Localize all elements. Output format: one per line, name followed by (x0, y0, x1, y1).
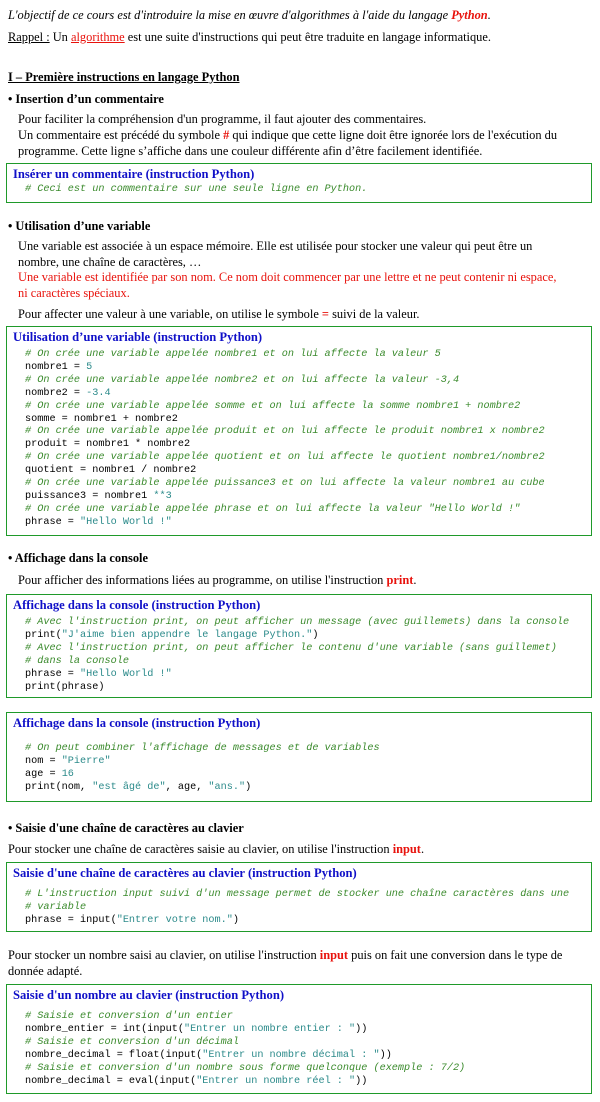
code-text: print(nom, (25, 781, 93, 793)
variable-rule-1: Une variable est identifiée par son nom. Ce nom doit commencer par une lettre et ne peut contenir ni espace, (18, 270, 557, 284)
code-comment: # On peut combiner l'affichage de messages et de variables (25, 743, 380, 754)
rappel-line (8, 30, 491, 45)
code-text: age = (25, 768, 62, 780)
input-keyword-2: input (319, 948, 349, 962)
print-box1-title: Affichage dans la console (instruction Python) (13, 598, 261, 612)
code-literal: "J'aime bien appendre le langage Python." (61, 629, 313, 641)
print-code-box-1 (6, 594, 592, 698)
variable-p3 (18, 307, 419, 322)
code-literal: "Entrer votre nom." (116, 914, 233, 926)
code-comment: # On crée une variable appelée nombre1 et on lui affecte la valeur 5 (25, 349, 441, 360)
print-p1-pre: Pour afficher des informations liées au programme, on utilise l'instruction (18, 573, 387, 587)
print-code-box-2 (6, 712, 592, 802)
code-literal: "Entrer un nombre réel : " (196, 1075, 356, 1087)
comment-hash-symbol: # (223, 128, 230, 142)
code-comment: # dans la console (25, 655, 129, 667)
rappel-post: est une suite d'instructions qui peut être traduite en langage informatique. (124, 30, 491, 44)
code-comment: # L'instruction input suivi d'un message permet de stocker une chaîne caractères dans une (25, 889, 570, 900)
code-text: phrase = (25, 516, 81, 528)
code-line (25, 630, 569, 643)
code-literal: "est âgé de" (92, 781, 166, 793)
code-comment-line: # Ceci est un commentaire sur une seule ligne en Python. (25, 184, 368, 195)
code-text: ) (245, 781, 252, 793)
input-p1-pre: Pour stocker une chaîne de caractères saisie au clavier, on utilise l'instruction (8, 842, 393, 856)
section-title: I – Première instructions en langage Python (8, 70, 240, 84)
rappel-word: algorithme (70, 30, 125, 44)
variable-rule-2: ni caractères spéciaux. (18, 286, 130, 300)
input-p3: donnée adapté. (8, 964, 83, 978)
input-code-2 (25, 1011, 465, 1088)
code-comment: # Saisie et conversion d'un décimal (25, 1036, 239, 1048)
code-text: quotient = nombre1 / nombre2 (25, 465, 197, 477)
variable-code-box (6, 326, 592, 536)
code-line (25, 491, 545, 504)
code-line (25, 426, 545, 439)
code-line (25, 902, 569, 915)
equals-symbol: = (321, 307, 329, 321)
code-comment: # Saisie et conversion d'un nombre sous forme quelconque (exemple : 7/2) (25, 1062, 466, 1074)
code-line (25, 1076, 465, 1089)
code-comment: # On crée une variable appelée nombre2 et on lui affecte la valeur -3,4 (25, 374, 460, 386)
comment-p3: programme. Cette ligne s’affiche dans une couleur différente afin d’être facilement identifiée. (18, 144, 483, 158)
code-text: somme = nombre1 + nombre2 (25, 413, 178, 425)
code-literal: **3 (153, 490, 172, 502)
code-comment: # On crée une variable appelée produit et on lui affecte le produit nombre1 x nombre2 (25, 426, 545, 438)
code-literal: 5 (86, 361, 93, 373)
code-line (25, 401, 545, 414)
code-line (25, 1037, 465, 1050)
code-comment: # On crée une variable appelée puissance3 et on lui affecte la valeur nombre1 au cube (25, 478, 545, 490)
print-code-1 (25, 617, 569, 694)
code-line (25, 756, 380, 769)
code-line (25, 643, 569, 656)
code-line (25, 362, 545, 375)
input-box1-title: Saisie d'une chaîne de caractères au clavier (instruction Python) (13, 866, 357, 880)
code-comment: # On crée une variable appelée somme et on lui affecte la somme nombre1 + nombre2 (25, 400, 521, 412)
input-p1-post: . (420, 842, 425, 856)
code-line (25, 504, 545, 517)
print-keyword: print (386, 573, 414, 587)
print-p1-post: . (413, 573, 417, 587)
code-text: nombre_decimal = float(input( (25, 1049, 203, 1061)
comment-code-box (6, 163, 592, 203)
code-line (25, 465, 545, 478)
code-literal: "Hello World !" (80, 516, 172, 528)
input-box2-title: Saisie d'un nombre au clavier (instruction Python) (13, 988, 285, 1002)
input-p2 (8, 948, 562, 963)
code-line (25, 915, 569, 928)
input-heading: • Saisie d'une chaîne de caractères au clavier (8, 821, 244, 835)
variable-code (25, 349, 545, 530)
variable-p1: Une variable est associée à un espace mémoire. Elle est utilisée pour stocker une valeur qui peut être un (18, 239, 533, 253)
code-text: ) (312, 629, 319, 641)
intro-python-word: Python (451, 8, 488, 22)
input-p2-post: puis on fait une conversion dans le type de (348, 948, 563, 962)
code-text: nombre2 = (25, 387, 87, 399)
code-comment: # Avec l'instruction print, on peut afficher le contenu d'une variable (sans guillemet) (25, 642, 557, 654)
code-text: ) (232, 914, 239, 926)
code-literal: "Hello World !" (80, 668, 172, 680)
code-literal: "Entrer un nombre décimal : " (202, 1049, 380, 1061)
print-box2-title: Affichage dans la console (instruction Python) (13, 716, 261, 730)
rappel-label: Rappel : (8, 30, 50, 44)
input-code-box-1 (6, 862, 592, 932)
code-comment: # Saisie et conversion d'un entier (25, 1011, 233, 1022)
code-line (25, 617, 569, 630)
code-line (25, 1050, 465, 1063)
variable-p2: nombre, une chaîne de caractères, … (18, 255, 202, 269)
intro-line (8, 8, 491, 23)
code-line (25, 439, 545, 452)
variable-p3-pre: Pour affecter une valeur à une variable, on utilise le symbole (18, 307, 322, 321)
code-text: produit = nombre1 * nombre2 (25, 439, 191, 451)
code-text: nom = (25, 755, 62, 767)
code-line (25, 656, 569, 669)
code-text: )) (379, 1049, 392, 1061)
input-p1 (8, 842, 424, 857)
code-line (25, 743, 380, 756)
code-line (25, 349, 545, 362)
input-code-1 (25, 889, 569, 928)
code-line (25, 478, 545, 491)
code-line (25, 682, 569, 695)
code-literal: "Entrer un nombre entier : " (183, 1023, 356, 1035)
code-line (25, 1011, 465, 1024)
code-line (25, 769, 380, 782)
code-text: puissance3 = nombre1 (25, 490, 154, 502)
code-line (25, 414, 545, 427)
comment-p2 (18, 128, 557, 143)
code-text: )) (355, 1023, 368, 1035)
comment-code (25, 184, 367, 197)
code-literal: "ans." (208, 781, 246, 793)
code-text: phrase = (25, 668, 81, 680)
code-line (25, 517, 545, 530)
code-text: print(phrase) (25, 681, 105, 693)
code-line (25, 452, 545, 465)
code-comment: # Avec l'instruction print, on peut afficher un message (avec guillemets) dans la console (25, 617, 570, 628)
comment-heading: • Insertion d’un commentaire (8, 92, 164, 106)
code-text: print( (25, 629, 62, 641)
code-text: )) (355, 1075, 368, 1087)
code-line (25, 1024, 465, 1037)
code-text: phrase = input( (25, 914, 117, 926)
input-p2-pre: Pour stocker un nombre saisi au clavier, on utilise l'instruction (8, 948, 320, 962)
variable-p3-post: suivi de la valeur. (328, 307, 420, 321)
code-text: , age, (165, 781, 209, 793)
code-line (25, 375, 545, 388)
code-text: nombre1 = (25, 361, 87, 373)
print-heading: • Affichage dans la console (8, 551, 148, 565)
code-literal: "Pierre" (61, 755, 111, 767)
comment-p2-post: qui indique que cette ligne doit être ignorée lors de l'exécution du (229, 128, 558, 142)
code-literal: 16 (61, 768, 74, 780)
input-keyword: input (392, 842, 421, 856)
intro-text: L'objectif de ce cours est d'introduire la mise en œuvre d'algorithmes à l'aide du langage (8, 8, 452, 22)
code-comment: # On crée une variable appelée quotient et on lui affecte le quotient nombre1/nombre2 (25, 452, 545, 464)
intro-suffix: . (487, 8, 491, 22)
code-comment: # variable (25, 901, 87, 913)
print-p1 (18, 573, 416, 588)
code-line (25, 669, 569, 682)
code-text: nombre_entier = int(input( (25, 1023, 184, 1035)
code-text: nombre_decimal = eval(input( (25, 1075, 197, 1087)
code-literal: -3.4 (86, 387, 111, 399)
comment-box-title: Insérer un commentaire (instruction Python) (13, 167, 255, 181)
code-line (25, 1063, 465, 1076)
variable-heading: • Utilisation d’une variable (8, 219, 151, 233)
code-line (25, 388, 545, 401)
code-line (25, 782, 380, 795)
variable-box-title: Utilisation d’une variable (instruction Python) (13, 330, 263, 344)
input-code-box-2 (6, 984, 592, 1094)
print-code-2 (25, 743, 380, 795)
rappel-pre: Un (49, 30, 71, 44)
code-line (25, 889, 569, 902)
code-comment: # On crée une variable appelée phrase et on lui affecte la valeur "Hello World !" (25, 503, 521, 515)
comment-p1: Pour faciliter la compréhension d'un programme, il faut ajouter des commentaires. (18, 112, 427, 126)
comment-p2-pre: Un commentaire est précédé du symbole (18, 128, 224, 142)
